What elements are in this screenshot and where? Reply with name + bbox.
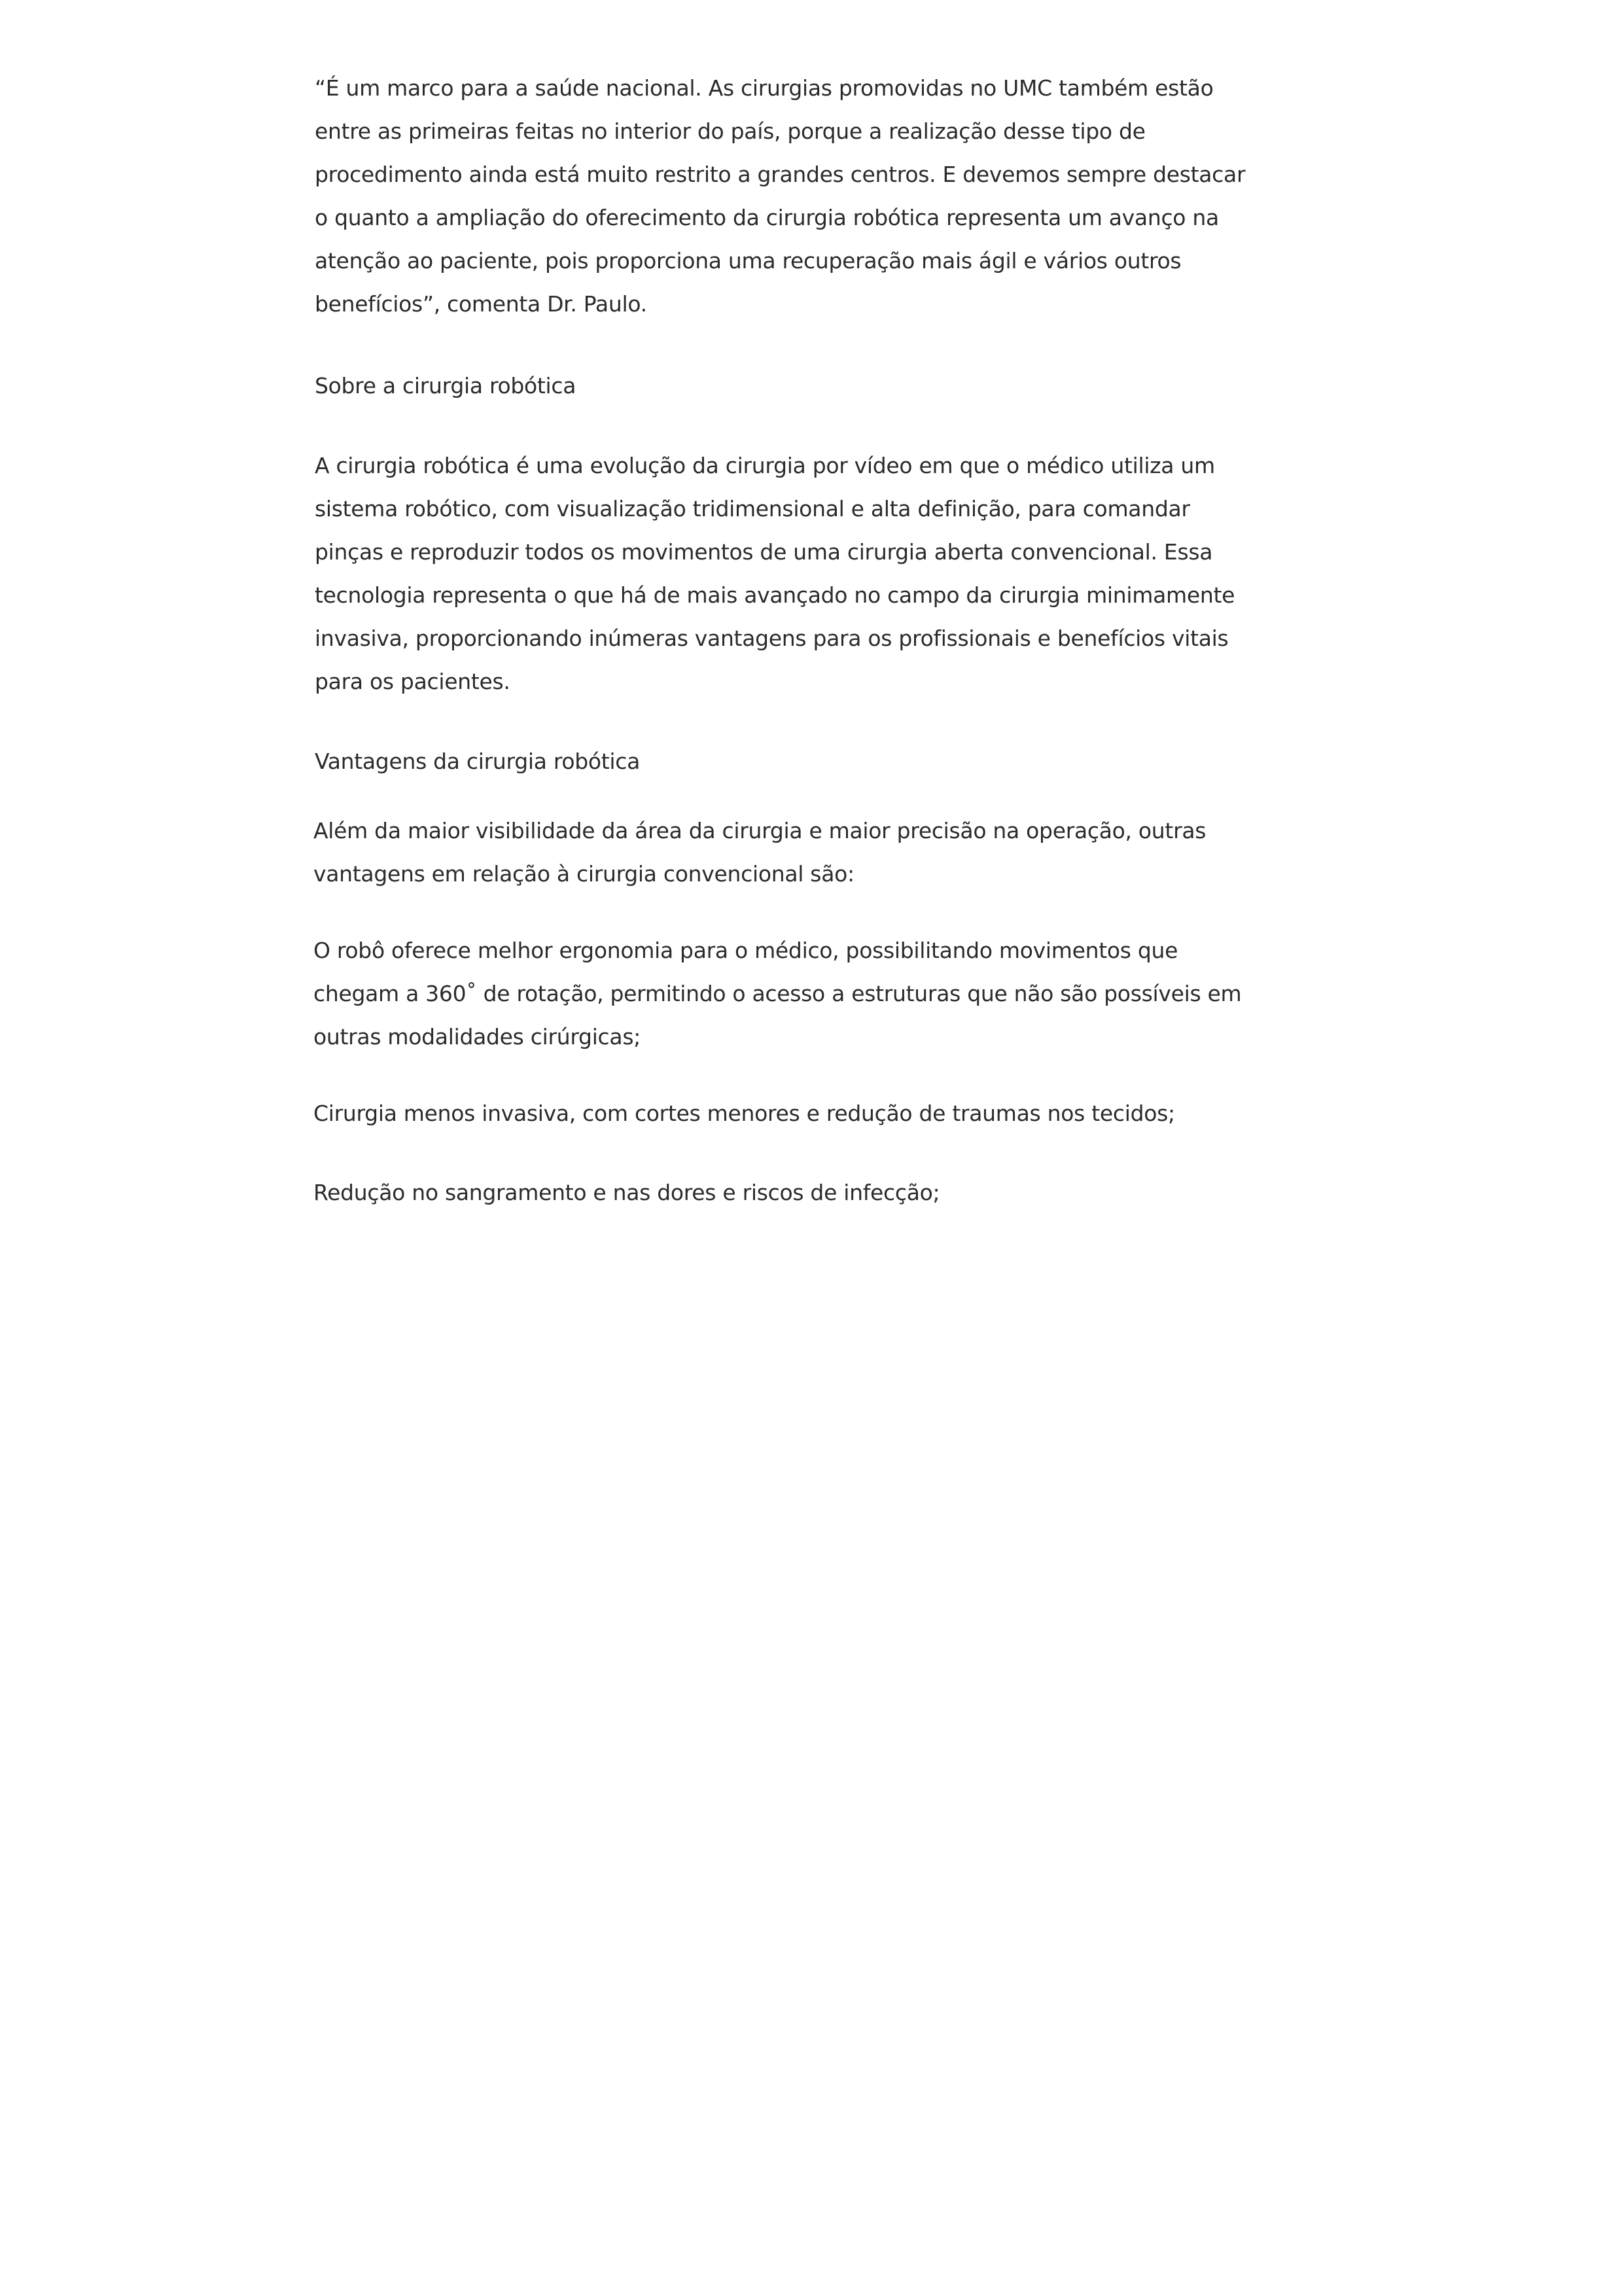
intro-line: Além da maior visibilidade da área da cirurgia e maior precisão na operação, outras (313, 818, 1207, 843)
about-line: invasiva, proporcionando inúmeras vantagens para os profissionais e benefícios vitais (315, 626, 1229, 651)
about-paragraph (315, 444, 1235, 703)
quote-line: entre as primeiras feitas no interior do país, porque a realização desse tipo de (315, 118, 1146, 144)
quote-paragraph (315, 67, 1245, 326)
advantage-line: O robô oferece melhor ergonomia para o médico, possibilitando movimentos que (313, 938, 1178, 963)
about-line: pinças e reproduzir todos os movimentos de uma cirurgia aberta convencional. Essa (315, 539, 1213, 565)
intro-line: vantagens em relação à cirurgia convencional são: (313, 861, 855, 887)
about-line: sistema robótico, com visualização tridimensional e alta definição, para comandar (315, 496, 1190, 521)
advantage-bleeding (313, 1171, 940, 1214)
about-line: A cirurgia robótica é uma evolução da cirurgia por vídeo em que o médico utiliza um (315, 453, 1215, 478)
advantage-line: outras modalidades cirúrgicas; (313, 1024, 641, 1050)
advantage-ergonomics (313, 929, 1241, 1059)
quote-line: benefícios”, comenta Dr. Paulo. (315, 291, 647, 317)
about-line: para os pacientes. (315, 669, 510, 694)
advantage-less-invasive (313, 1092, 1175, 1135)
heading-about (315, 364, 576, 408)
quote-line: o quanto a ampliação do oferecimento da cirurgia robótica representa um avanço na (315, 205, 1219, 230)
advantage-line: Cirurgia menos invasiva, com cortes menores e redução de traumas nos tecidos; (313, 1101, 1175, 1126)
about-line: tecnologia representa o que há de mais avançado no campo da cirurgia minimamente (315, 582, 1235, 608)
advantage-line: chegam a 360˚ de rotação, permitindo o acesso a estruturas que não são possíveis em (313, 981, 1242, 1006)
advantage-line: Redução no sangramento e nas dores e riscos de infecção; (313, 1180, 940, 1205)
heading-advantages (315, 740, 640, 783)
section-heading: Vantagens da cirurgia robótica (315, 749, 641, 774)
advantages-intro (313, 809, 1206, 896)
quote-line: atenção ao paciente, pois proporciona uma recuperação mais ágil e vários outros (315, 248, 1182, 274)
quote-line: procedimento ainda está muito restrito a grandes centros. E devemos sempre destacar (315, 162, 1246, 187)
section-heading: Sobre a cirurgia robótica (315, 373, 576, 398)
quote-line: “É um marco para a saúde nacional. As cirurgias promovidas no UMC também estão (315, 75, 1214, 101)
